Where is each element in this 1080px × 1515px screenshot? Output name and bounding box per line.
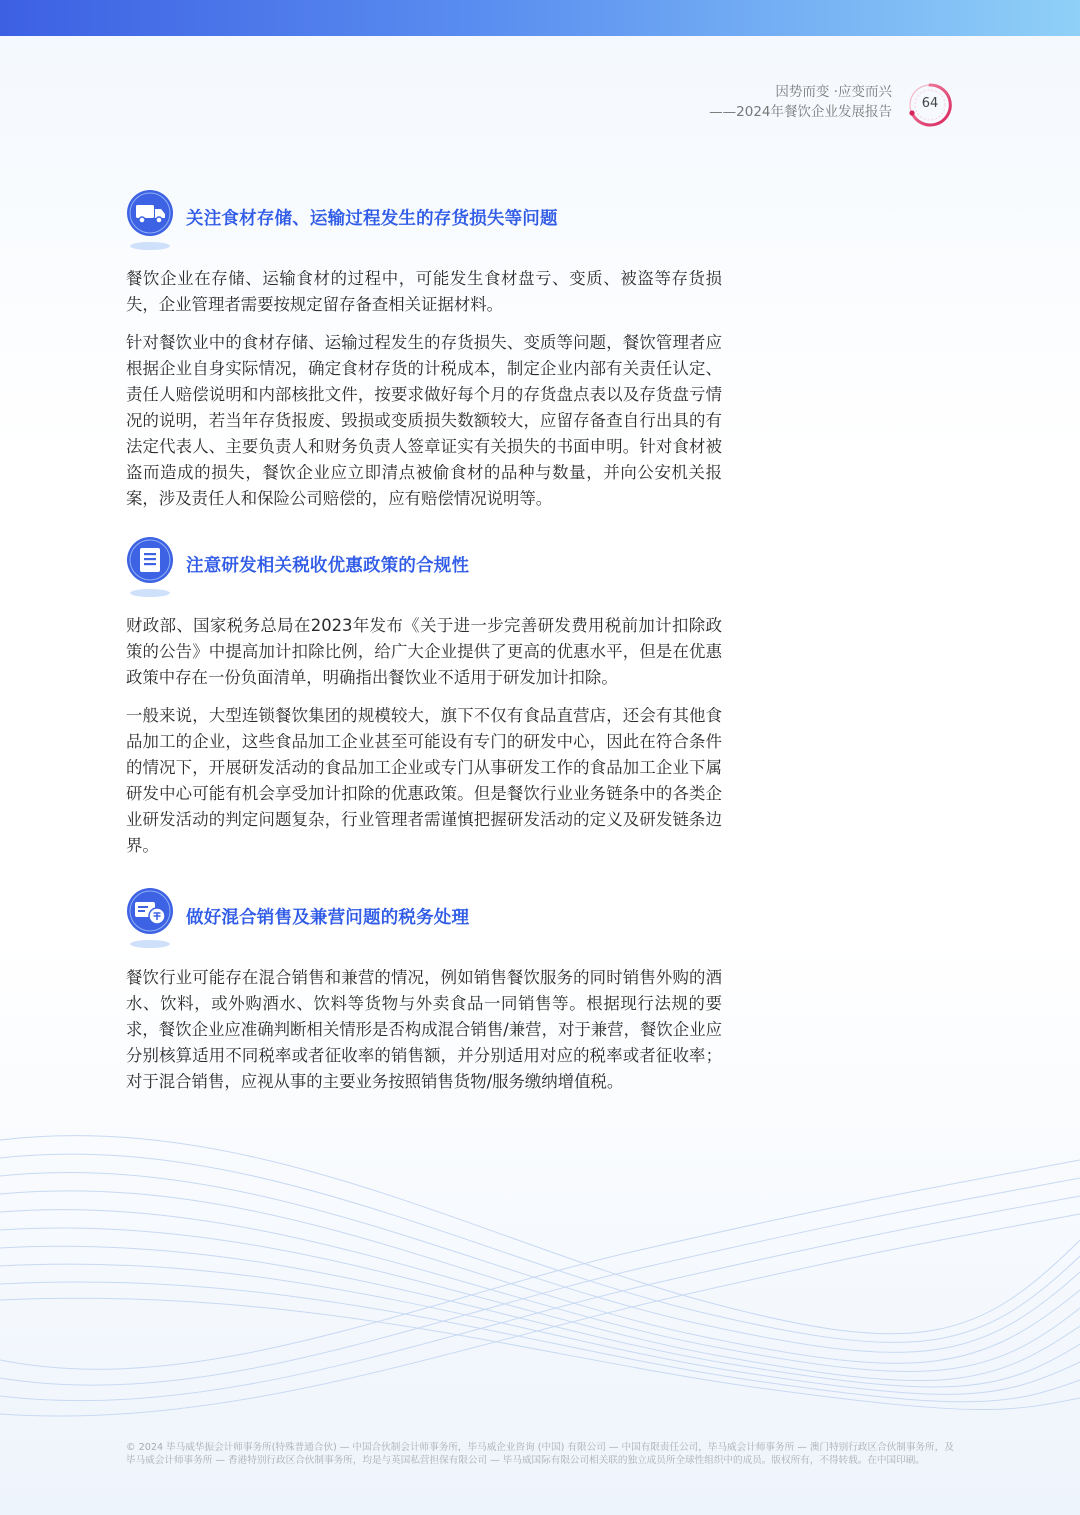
section-title: 做好混合销售及兼营问题的税务处理 — [186, 908, 470, 928]
footer-legal-text: © 2024 毕马威华振会计师事务所(特殊普通合伙) — 中国合伙制会计师事务所，毕马威企业咨询 (中国) 有限公司 — 中国有限责任公司，毕马威会计师事务所 — 澳门特别行政区合伙制事务所，及毕马威会计师事务所 — 香港特别行政区合伙制事务所，均是与英国私营担保有限公司 — 毕马威国际有限公司相关联的独立成员所全球性组织中的成员。版权所有，不得转载。在中国印刷。 — [126, 1442, 954, 1466]
section-title: 关注食材存储、运输过程发生的存货损失等问题 — [186, 209, 558, 229]
top-color-band — [0, 0, 1080, 36]
section-paragraph: 餐饮行业可能存在混合销售和兼营的情况，例如销售餐饮服务的同时销售外购的酒水、饮料，或外购酒水、饮料等货物与外卖食品一同销售等。根据现行法规的要求，餐饮企业应准确判断相关情形是否构成混合销售/兼营，对于兼营，餐饮企业应分别核算适用不同税率或者征收率的销售额，并分别适用对应的税率或者征收率；对于混合销售，应视从事的主要业务按照销售货物/服务缴纳增值税。 — [126, 968, 722, 1091]
decorative-wave-lines — [0, 1100, 1080, 1430]
section-title: 注意研发相关税收优惠政策的合规性 — [186, 556, 470, 576]
delivery-truck-icon — [126, 190, 176, 252]
header-title: 因势而变 ·应变而兴 — [775, 84, 892, 100]
section-paragraph: 针对餐饮业中的食材存储、运输过程发生的存货损失、变质等问题，餐饮管理者应根据企业自身实际情况，确定食材存货的计税成本，制定企业内部有关责任认定、责任人赔偿说明和内部核批文件，按要求做好每个月的存货盘点表以及存货盘亏情况的说明，若当年存货报废、毁损或变质损失数额较大，应留存备查自行出具的有法定代表人、主要负责人和财务负责人签章证实有关损失的书面申明。针对食材被盗而造成的损失，餐饮企业应立即清点被偷食材的品种与数量，并向公安机关报案，涉及责任人和保险公司赔偿的，应有赔偿情况说明等。 — [126, 333, 722, 508]
page-number-badge — [905, 80, 955, 130]
header-subtitle: ——2024年餐饮企业发展报告 — [709, 104, 892, 120]
sales-tax-icon — [126, 888, 176, 950]
document-list-icon — [126, 537, 176, 599]
section-paragraph: 财政部、国家税务总局在2023年发布《关于进一步完善研发费用税前加计扣除政策的公告》中提高加计扣除比例，给广大企业提供了更高的优惠水平，但是在优惠政策中存在一份负面清单，明确指出餐饮业不适用于研发加计扣除。 — [126, 616, 722, 687]
section-paragraph: 餐饮企业在存储、运输食材的过程中，可能发生食材盘亏、变质、被盗等存货损失，企业管理者需要按规定留存备查相关证据材料。 — [126, 269, 722, 314]
running-header — [709, 82, 892, 122]
page-number: 64 — [921, 96, 939, 111]
section-paragraph: 一般来说，大型连锁餐饮集团的规模较大，旗下不仅有食品直营店，还会有其他食品加工的企业，这些食品加工企业甚至可能设有专门的研发中心，因此在符合条件的情况下，开展研发活动的食品加工企业或专门从事研发工作的食品加工企业下属研发中心可能有机会享受加计扣除的优惠政策。但是餐饮行业业务链条中的各类企业研发活动的判定问题复杂，行业管理者需谨慎把握研发活动的定义及研发链条边界。 — [126, 706, 722, 855]
